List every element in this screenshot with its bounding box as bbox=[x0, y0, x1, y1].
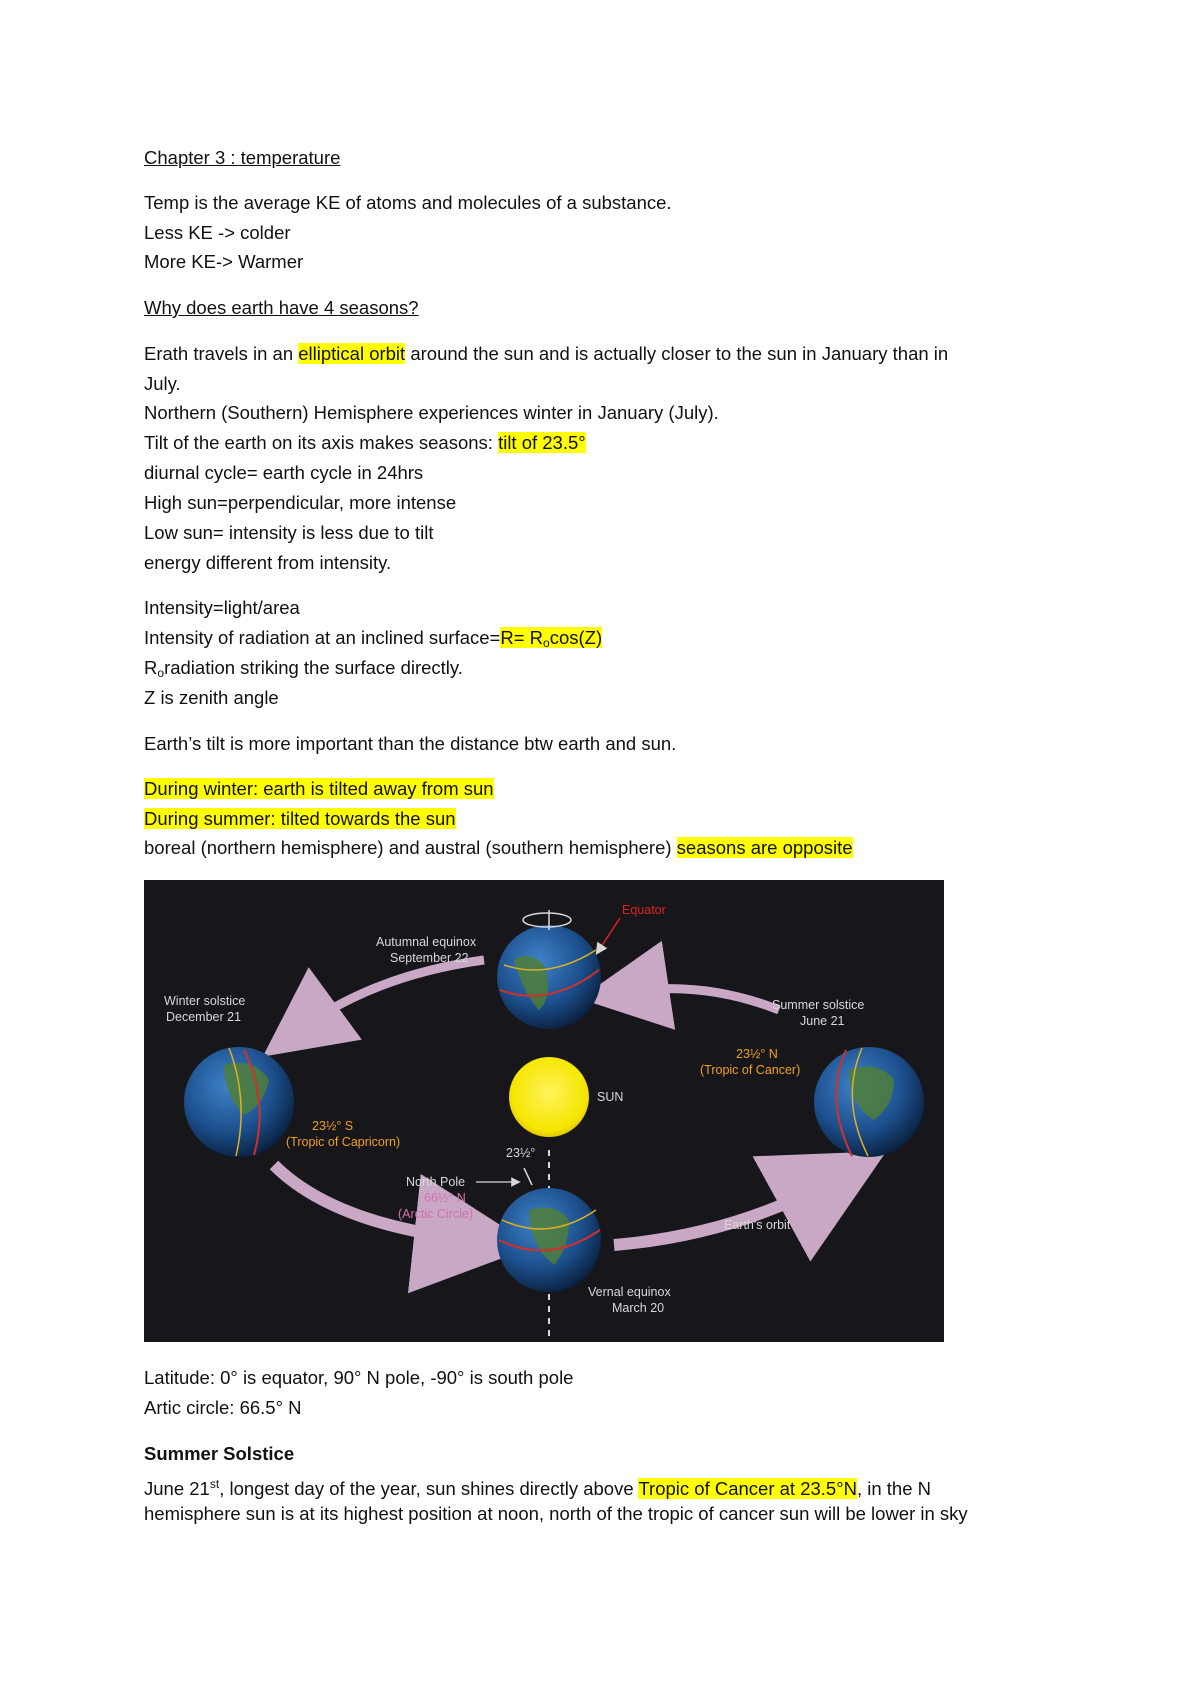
tilt-importance-line: Earth’s tilt is more important than the distance btw earth and sun. bbox=[144, 733, 677, 754]
ro-subscript: o bbox=[157, 666, 165, 680]
arctic-circle-label: (Arctic Circle) bbox=[398, 1207, 473, 1221]
summer-line bbox=[144, 807, 456, 831]
formula-part: cos(Z) bbox=[549, 627, 603, 648]
formula-text: Intensity of radiation at an inclined surface= bbox=[144, 627, 501, 648]
formula-subscript: o bbox=[543, 636, 550, 650]
ro-text: radiation striking the surface directly. bbox=[164, 657, 463, 678]
orbit-paragraph-line-1 bbox=[144, 342, 948, 366]
boreal-austral-line bbox=[144, 836, 853, 860]
tilt-angle-label: 23½° bbox=[506, 1146, 536, 1160]
intro-line-3: More KE-> Warmer bbox=[144, 251, 304, 272]
highlight-summer: During summer: tilted towards the sun bbox=[144, 808, 456, 829]
high-sun-line: High sun=perpendicular, more intense bbox=[144, 492, 457, 513]
intensity-formula-line bbox=[144, 626, 602, 655]
zenith-line: Z is zenith angle bbox=[144, 687, 279, 708]
vernal-equinox-label: Vernal equinox bbox=[588, 1285, 671, 1299]
arctic-degree-label: 66½° N bbox=[424, 1191, 466, 1205]
solstice-date-suffix: st bbox=[209, 1477, 220, 1491]
orbit-text: Erath travels in an bbox=[144, 343, 299, 364]
earth-summer-icon bbox=[814, 1047, 924, 1157]
highlight-winter: During winter: earth is tilted away from sun bbox=[144, 778, 494, 799]
solstice-date: June 21 bbox=[144, 1478, 210, 1499]
solstice-text: , in the N bbox=[856, 1478, 932, 1499]
diurnal-line: diurnal cycle= earth cycle in 24hrs bbox=[144, 462, 424, 483]
arctic-circle-line: Artic circle: 66.5° N bbox=[144, 1397, 302, 1418]
highlight-formula bbox=[500, 627, 602, 648]
cancer-degree-label: 23½° N bbox=[736, 1047, 778, 1061]
summer-solstice-heading: Summer Solstice bbox=[144, 1443, 295, 1464]
chapter-heading: Chapter 3 : temperature bbox=[144, 147, 341, 168]
energy-line: energy different from intensity. bbox=[144, 552, 392, 573]
latitude-line: Latitude: 0° is equator, 90° N pole, -90° is south pole bbox=[144, 1367, 574, 1388]
autumnal-equinox-label: Autumnal equinox bbox=[376, 935, 477, 949]
summer-solstice-date: June 21 bbox=[800, 1014, 845, 1028]
orbit-paragraph-line-2: July. bbox=[144, 373, 181, 394]
capricorn-degree-label: 23½° S bbox=[312, 1119, 354, 1133]
intro-line-1: Temp is the average KE of atoms and molecules of a substance. bbox=[144, 192, 672, 213]
seasons-diagram-svg bbox=[144, 880, 944, 1342]
north-pole-label: North Pole bbox=[406, 1175, 466, 1189]
earths-orbit-label: Earth's orbit bbox=[724, 1218, 791, 1232]
seasons-diagram bbox=[144, 880, 944, 1342]
hemisphere-line: Northern (Southern) Hemisphere experiences winter in January (July). bbox=[144, 402, 719, 423]
tilt-line bbox=[144, 431, 586, 455]
highlight-elliptical-orbit: elliptical orbit bbox=[298, 343, 406, 364]
cancer-label: (Tropic of Cancer) bbox=[700, 1063, 801, 1077]
solstice-line-2: hemisphere sun is at its highest position at noon, north of the tropic of cancer sun will be lower in sky bbox=[144, 1503, 968, 1524]
winter-line bbox=[144, 777, 494, 801]
earth-winter-icon bbox=[184, 1047, 294, 1157]
autumnal-equinox-date: September 22 bbox=[390, 951, 469, 965]
solstice-text: , longest day of the year, sun shines directly above bbox=[219, 1478, 639, 1499]
low-sun-line: Low sun= intensity is less due to tilt bbox=[144, 522, 434, 543]
winter-solstice-label: Winter solstice bbox=[164, 994, 246, 1008]
equator-label: Equator bbox=[622, 903, 666, 917]
ro-symbol: R bbox=[144, 657, 158, 678]
summer-solstice-label: Summer solstice bbox=[772, 998, 865, 1012]
vernal-equinox-date: March 20 bbox=[612, 1301, 665, 1315]
intro-line-2: Less KE -> colder bbox=[144, 222, 291, 243]
highlight-seasons-opposite: seasons are opposite bbox=[676, 837, 853, 858]
highlight-tilt: tilt of 23.5° bbox=[498, 432, 586, 453]
seasons-question: Why does earth have 4 seasons? bbox=[144, 297, 419, 318]
orbit-text: around the sun and is actually closer to the sun in January than in bbox=[405, 343, 949, 364]
intensity-definition: Intensity=light/area bbox=[144, 597, 300, 618]
solstice-line-1 bbox=[144, 1472, 931, 1501]
tilt-text: Tilt of the earth on its axis makes seasons: bbox=[144, 432, 499, 453]
ro-definition-line bbox=[144, 656, 463, 685]
sun-icon bbox=[509, 1057, 589, 1137]
capricorn-label: (Tropic of Capricorn) bbox=[286, 1135, 401, 1149]
highlight-tropic-of-cancer: Tropic of Cancer at 23.5°N bbox=[638, 1478, 857, 1499]
formula-part: R= R bbox=[500, 627, 544, 648]
winter-solstice-date: December 21 bbox=[166, 1010, 242, 1024]
sun-label: SUN bbox=[597, 1090, 624, 1104]
boreal-text: boreal (northern hemisphere) and austral (southern hemisphere) bbox=[144, 837, 677, 858]
